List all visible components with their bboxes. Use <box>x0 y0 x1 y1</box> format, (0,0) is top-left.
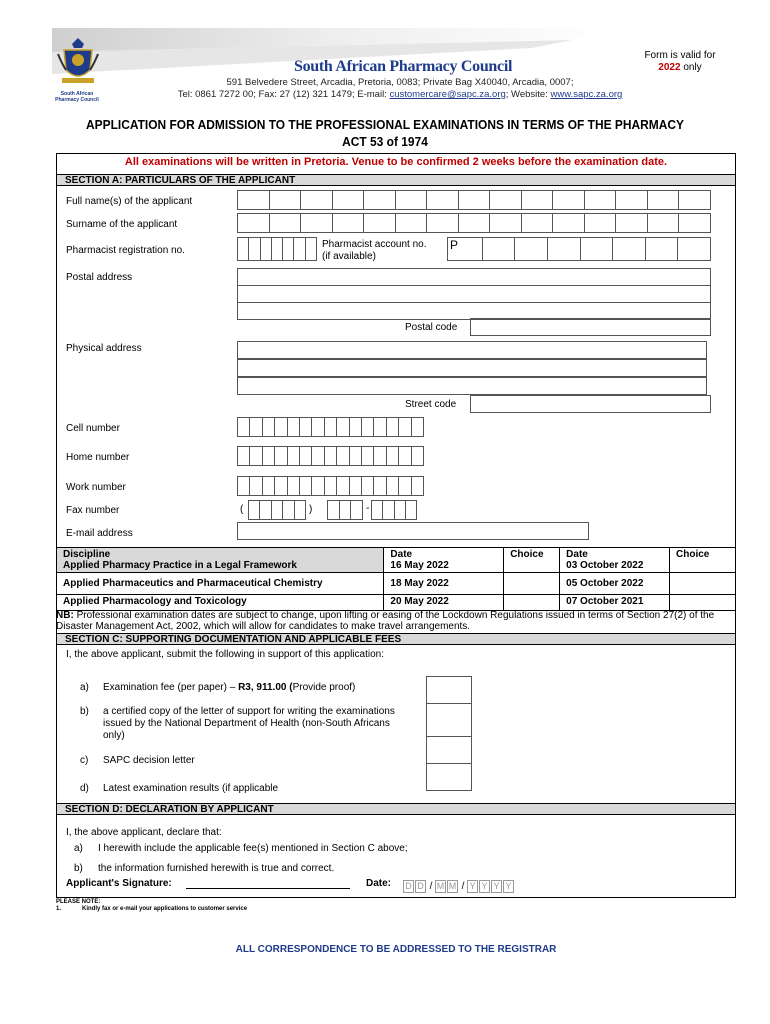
account-prefix: P <box>448 238 483 260</box>
postal-address-label: Postal address <box>66 272 133 283</box>
website-link[interactable]: www.sapc.za.org <box>550 89 623 100</box>
date2-value: 05 October 2022 <box>560 573 670 595</box>
discipline-header: Discipline <box>63 549 111 560</box>
item-c-b-text: a certified copy of the letter of support for writing the examinations issued by the National Department of Health (non-South Africans only) <box>103 706 395 741</box>
email-label: E-mail address <box>66 528 133 539</box>
email-link[interactable]: customercare@sapc.za.org <box>389 89 506 100</box>
section-c-heading: SECTION C: SUPPORTING DOCUMENTATION AND APPLICABLE FEES <box>57 633 735 645</box>
fax-close-paren: ) <box>309 504 313 515</box>
section-d-intro: I, the above applicant, declare that: <box>66 827 222 838</box>
choice1-header: Choice <box>510 549 544 560</box>
home-label: Home number <box>66 452 130 463</box>
street-code-input[interactable] <box>470 395 711 413</box>
address-line: 591 Belvedere Street, Arcadia, Pretoria, 0083; Private Bag X40040, Arcadia, 0007; <box>226 77 574 88</box>
date-month-2: M <box>448 881 457 891</box>
nb-note <box>56 610 736 632</box>
crest-icon <box>54 36 102 86</box>
choice2-cell[interactable] <box>670 595 736 611</box>
please-note-num: 1. <box>56 906 62 912</box>
website-prefix: ; Website: <box>505 89 548 100</box>
table-row <box>57 548 736 573</box>
date-month-1: M <box>436 881 445 891</box>
postal-address-line1[interactable] <box>237 268 711 286</box>
date1-header: Date <box>390 549 413 560</box>
email-input[interactable] <box>237 522 589 540</box>
fax-label: Fax number <box>66 505 120 516</box>
checkbox-decision[interactable] <box>426 736 472 764</box>
validity-note <box>638 50 722 74</box>
date-sep-1: / <box>429 881 433 892</box>
item-c-c-letter: c) <box>80 755 89 766</box>
item-c-c-text: SAPC decision letter <box>103 755 195 766</box>
choice2-cell[interactable] <box>670 573 736 595</box>
postal-code-label: Postal code <box>405 322 458 333</box>
checkbox-results[interactable] <box>426 763 472 791</box>
choice2-cell[interactable] <box>670 548 736 573</box>
postal-code-input[interactable] <box>470 318 711 336</box>
reg-no-label: Pharmacist registration no. <box>66 245 185 256</box>
discipline-name: Applied Pharmaceutics and Pharmaceutical Chemistry <box>57 573 384 595</box>
account-no-hint: (if available) <box>322 251 376 262</box>
contact-prefix: Tel: 0861 7272 00; Fax: 27 (12) 321 1479; E-mail: <box>177 89 387 100</box>
date2-value: 07 October 2021 <box>560 595 670 611</box>
contact-line <box>120 89 680 101</box>
fee-text: Examination fee (per paper) – <box>103 682 239 693</box>
nb-label: NB: <box>56 610 74 621</box>
date-day-1: D <box>403 880 414 893</box>
item-c-b-letter: b) <box>80 706 89 717</box>
physical-address-line2[interactable] <box>237 359 707 377</box>
item-c-d-text: Latest examination results (if applicable <box>103 783 279 794</box>
item-d-a-letter: a) <box>74 843 83 854</box>
account-no-text: Pharmacist account no. <box>322 239 427 250</box>
work-label: Work number <box>66 482 126 493</box>
org-name: South African Pharmacy Council <box>294 58 513 75</box>
fax-prefix[interactable] <box>327 500 363 520</box>
account-no-input[interactable] <box>447 237 711 261</box>
date-year-2: Y <box>479 880 490 893</box>
item-c-a-letter: a) <box>80 682 89 693</box>
choice1-cell[interactable] <box>504 548 560 573</box>
physical-address-line3[interactable] <box>237 377 707 395</box>
cell-label: Cell number <box>66 423 120 434</box>
surname-label: Surname of the applicant <box>66 219 178 230</box>
date2-header: Date <box>566 549 588 560</box>
fee-proof: Provide proof) <box>292 682 356 693</box>
street-code-label: Street code <box>405 399 457 410</box>
validity-line1: Form is valid for <box>644 50 716 61</box>
date-year-4: Y <box>503 880 514 893</box>
physical-address-line1[interactable] <box>237 341 707 359</box>
date1-cell <box>384 548 504 573</box>
nb-text: Professional examination dates are subject to change, upon lifting or easing of the Lockdown Regulations issued in terms of Section 27(2) of the Disaster Management Act, 2002, which will allow for candidates to make travel arrangements. <box>56 610 715 632</box>
notice: All examinations will be written in Pretoria. Venue to be confirmed 2 weeks before the examination date. <box>124 156 668 168</box>
surname-input[interactable] <box>237 213 711 233</box>
date-day-2: D <box>415 880 426 893</box>
discipline-name: Applied Pharmacology and Toxicology <box>57 595 384 611</box>
choice2-header: Choice <box>676 549 710 560</box>
work-input[interactable] <box>237 476 424 496</box>
signature-label: Applicant's Signature: <box>66 878 172 889</box>
reg-no-input[interactable] <box>237 237 317 261</box>
date-year-3: Y <box>491 880 502 893</box>
cell-input[interactable] <box>237 417 424 437</box>
validity-suffix: only <box>683 62 702 73</box>
date1-value: 20 May 2022 <box>384 595 504 611</box>
title-line1: APPLICATION FOR ADMISSION TO THE PROFESSIONAL EXAMINATIONS IN TERMS OF THE PHARMACY <box>85 117 685 132</box>
item-d-a-text: I herewith include the applicable fee(s) mentioned in Section C above; <box>98 843 408 854</box>
item-d-b-text: the information furnished herewith is true and correct. <box>98 863 335 874</box>
fax-open-paren: ( <box>240 504 244 515</box>
home-input[interactable] <box>237 446 424 466</box>
table-row <box>57 595 736 611</box>
discipline-name: Applied Pharmacy Practice in a Legal Framework <box>63 560 297 571</box>
exam-table <box>56 547 736 611</box>
account-no-label <box>322 239 427 263</box>
full-names-label: Full name(s) of the applicant <box>66 196 193 207</box>
item-d-b-letter: b) <box>74 863 83 874</box>
please-note-text: Kindly fax or e-mail your applications to customer service <box>82 906 248 912</box>
date-sep-2: / <box>461 881 465 892</box>
date1-value: 18 May 2022 <box>384 573 504 595</box>
choice1-cell[interactable] <box>504 573 560 595</box>
item-c-a-text <box>103 682 355 694</box>
date-year-1: Y <box>467 880 478 893</box>
sapc-logo <box>54 36 102 103</box>
date2-cell <box>560 548 670 573</box>
logo-text: South African Pharmacy Council <box>55 91 99 103</box>
checkbox-fee[interactable] <box>426 676 472 704</box>
please-note-heading: PLEASE NOTE: <box>56 899 101 905</box>
checkbox-letter[interactable] <box>426 703 472 737</box>
page-title <box>68 116 703 150</box>
fee-amount: R3, 911.00 ( <box>238 682 293 693</box>
section-c-intro: I, the above applicant, submit the following in support of this application: <box>66 649 384 660</box>
fax-area-code[interactable] <box>248 500 306 520</box>
footer-note: ALL CORRESPONDENCE TO BE ADDRESSED TO THE REGISTRAR <box>235 944 557 955</box>
discipline-cell <box>57 548 384 573</box>
date-input[interactable] <box>403 876 515 894</box>
full-names-input[interactable] <box>237 190 711 210</box>
choice1-cell[interactable] <box>504 595 560 611</box>
date2-value: 03 October 2022 <box>566 560 644 571</box>
date1-value: 16 May 2022 <box>390 560 449 571</box>
physical-address-label: Physical address <box>66 343 142 354</box>
item-c-d-letter: d) <box>80 783 89 794</box>
section-d-heading: SECTION D: DECLARATION BY APPLICANT <box>57 803 735 815</box>
validity-year: 2022 <box>658 62 681 73</box>
postal-address-line2[interactable] <box>237 285 711 303</box>
table-row <box>57 573 736 595</box>
title-line2: ACT 53 of 1974 <box>342 134 428 149</box>
fax-dash: - <box>366 503 370 514</box>
date-label: Date: <box>366 878 392 889</box>
fax-number[interactable] <box>371 500 417 520</box>
signature-line[interactable] <box>186 888 350 889</box>
section-a-heading: SECTION A: PARTICULARS OF THE APPLICANT <box>57 174 735 186</box>
